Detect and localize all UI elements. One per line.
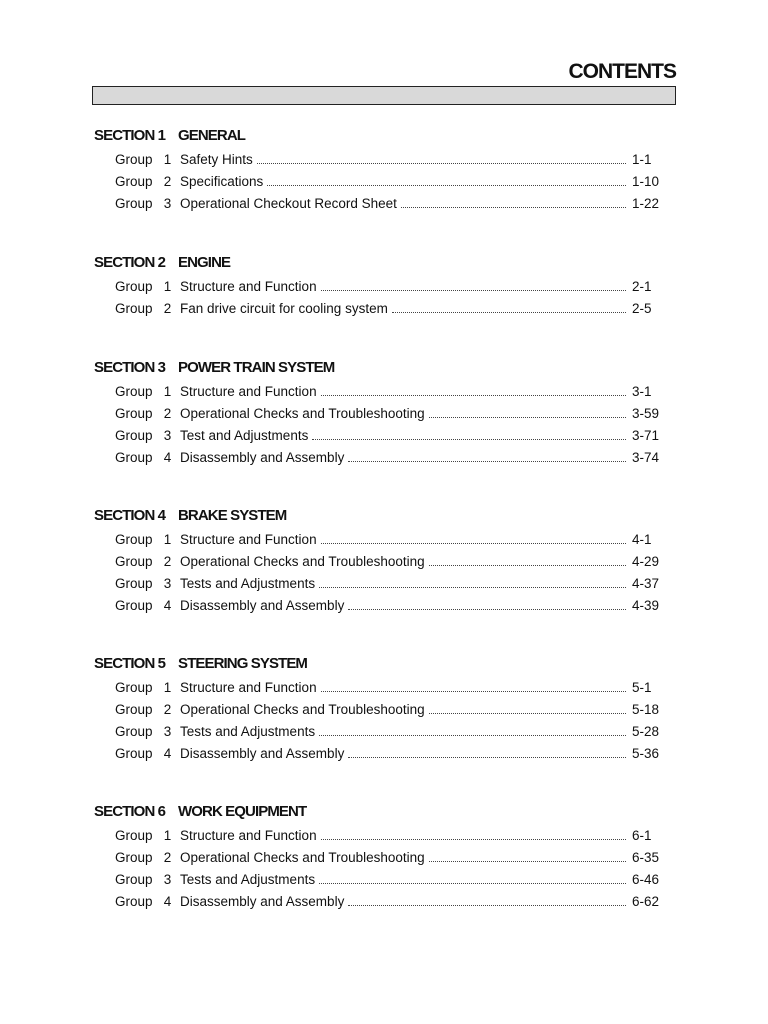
section-heading[interactable]	[94, 804, 670, 828]
dot-leader	[312, 438, 626, 440]
section-name: POWER TRAIN SYSTEM	[178, 359, 335, 376]
toc-entry[interactable]	[94, 301, 670, 323]
section-label: SECTION 3	[94, 359, 166, 376]
dot-leader	[319, 734, 626, 736]
group-word: Group	[115, 450, 153, 465]
entry-page: 6-1	[632, 828, 652, 843]
entry-title: Disassembly and Assembly	[180, 894, 345, 909]
group-word: Group	[115, 196, 153, 211]
group-word: Group	[115, 279, 153, 294]
entry-page: 5-1	[632, 680, 652, 695]
entry-page: 3-59	[632, 406, 660, 421]
toc-section-2	[94, 255, 670, 323]
dot-leader	[321, 690, 626, 692]
dot-leader	[429, 860, 626, 862]
group-word: Group	[115, 872, 153, 887]
group-number: 3	[163, 872, 172, 887]
section-heading[interactable]	[94, 360, 670, 384]
group-word: Group	[115, 152, 153, 167]
group-word: Group	[115, 301, 153, 316]
entry-title: Tests and Adjustments	[180, 724, 316, 739]
dot-leader	[348, 904, 626, 906]
entry-title: Operational Checks and Troubleshooting	[180, 554, 425, 569]
group-number: 2	[163, 554, 172, 569]
toc-entry[interactable]	[94, 554, 670, 576]
page-title: CONTENTS	[568, 60, 676, 83]
group-word: Group	[115, 850, 153, 865]
toc-entry[interactable]	[94, 152, 670, 174]
group-word: Group	[115, 680, 153, 695]
dot-leader	[319, 882, 626, 884]
entry-page: 1-10	[632, 174, 660, 189]
section-heading[interactable]	[94, 128, 670, 152]
toc-section-4	[94, 508, 670, 620]
entry-title: Structure and Function	[180, 279, 317, 294]
dot-leader	[319, 586, 626, 588]
group-word: Group	[115, 384, 153, 399]
entry-title: Disassembly and Assembly	[180, 598, 345, 613]
group-number: 3	[163, 196, 172, 211]
toc-entry[interactable]	[94, 450, 670, 472]
dot-leader	[321, 838, 626, 840]
group-number: 1	[163, 279, 172, 294]
entry-title: Operational Checkout Record Sheet	[180, 196, 397, 211]
toc-entry[interactable]	[94, 428, 670, 450]
group-word: Group	[115, 532, 153, 547]
dot-leader	[267, 184, 626, 186]
group-number: 2	[163, 850, 172, 865]
dot-leader	[429, 416, 626, 418]
entry-title: Tests and Adjustments	[180, 576, 316, 591]
section-label: SECTION 6	[94, 803, 166, 820]
section-heading[interactable]	[94, 255, 670, 279]
group-word: Group	[115, 406, 153, 421]
dot-leader	[392, 311, 626, 313]
group-word: Group	[115, 724, 153, 739]
dot-leader	[321, 289, 626, 291]
toc-entry[interactable]	[94, 872, 670, 894]
section-label: SECTION 1	[94, 127, 166, 144]
dot-leader	[257, 162, 626, 164]
entry-title: Operational Checks and Troubleshooting	[180, 850, 425, 865]
section-name: GENERAL	[178, 127, 246, 144]
toc-entry[interactable]	[94, 598, 670, 620]
toc-entry[interactable]	[94, 406, 670, 428]
entry-page: 3-74	[632, 450, 660, 465]
group-word: Group	[115, 746, 153, 761]
toc-entry[interactable]	[94, 532, 670, 554]
dot-leader	[348, 608, 626, 610]
group-word: Group	[115, 598, 153, 613]
dot-leader	[401, 206, 626, 208]
section-heading[interactable]	[94, 656, 670, 680]
toc-section-1	[94, 128, 670, 218]
toc-entry[interactable]	[94, 384, 670, 406]
toc-entry[interactable]	[94, 850, 670, 872]
group-number: 1	[163, 532, 172, 547]
group-number: 2	[163, 174, 172, 189]
group-number: 4	[163, 746, 172, 761]
section-name: ENGINE	[178, 254, 231, 271]
group-word: Group	[115, 554, 153, 569]
group-number: 2	[163, 301, 172, 316]
group-word: Group	[115, 576, 153, 591]
toc-entry[interactable]	[94, 724, 670, 746]
entry-page: 6-35	[632, 850, 660, 865]
entry-page: 3-71	[632, 428, 660, 443]
group-word: Group	[115, 894, 153, 909]
group-word: Group	[115, 702, 153, 717]
entry-title: Specifications	[180, 174, 264, 189]
section-heading[interactable]	[94, 508, 670, 532]
toc-section-5	[94, 656, 670, 768]
entry-title: Fan drive circuit for cooling system	[180, 301, 388, 316]
group-number: 4	[163, 450, 172, 465]
entry-page: 4-37	[632, 576, 660, 591]
entry-page: 6-46	[632, 872, 660, 887]
section-name: BRAKE SYSTEM	[178, 507, 287, 524]
group-number: 1	[163, 152, 172, 167]
toc-entry[interactable]	[94, 279, 670, 301]
section-name: WORK EQUIPMENT	[178, 803, 307, 820]
toc-entry[interactable]	[94, 894, 670, 916]
section-label: SECTION 5	[94, 655, 166, 672]
toc-entry[interactable]	[94, 746, 670, 768]
dot-leader	[429, 564, 626, 566]
section-label: SECTION 2	[94, 254, 166, 271]
toc-entry[interactable]	[94, 174, 670, 196]
entry-page: 1-1	[632, 152, 652, 167]
toc-section-3	[94, 360, 670, 472]
toc-entry[interactable]	[94, 828, 670, 850]
group-number: 2	[163, 406, 172, 421]
entry-page: 5-18	[632, 702, 660, 717]
section-name: STEERING SYSTEM	[178, 655, 308, 672]
toc-entry[interactable]	[94, 576, 670, 598]
group-number: 2	[163, 702, 172, 717]
group-number: 4	[163, 598, 172, 613]
group-number: 1	[163, 828, 172, 843]
entry-title: Operational Checks and Troubleshooting	[180, 406, 425, 421]
entry-title: Test and Adjustments	[180, 428, 309, 443]
entry-title: Operational Checks and Troubleshooting	[180, 702, 425, 717]
dot-leader	[321, 542, 626, 544]
dot-leader	[348, 460, 626, 462]
dot-leader	[321, 394, 626, 396]
group-number: 3	[163, 576, 172, 591]
entry-page: 4-29	[632, 554, 660, 569]
toc-entry[interactable]	[94, 680, 670, 702]
entry-page: 5-36	[632, 746, 660, 761]
entry-page: 4-39	[632, 598, 660, 613]
entry-title: Structure and Function	[180, 384, 317, 399]
entry-title: Structure and Function	[180, 680, 317, 695]
entry-page: 1-22	[632, 196, 660, 211]
group-word: Group	[115, 428, 153, 443]
entry-title: Safety Hints	[180, 152, 253, 167]
toc-section-6	[94, 804, 670, 916]
entry-page: 6-62	[632, 894, 660, 909]
group-word: Group	[115, 828, 153, 843]
dot-leader	[348, 756, 626, 758]
group-word: Group	[115, 174, 153, 189]
group-number: 1	[163, 680, 172, 695]
title-underline-bar	[92, 86, 676, 105]
dot-leader	[429, 712, 626, 714]
group-number: 3	[163, 428, 172, 443]
entry-title: Structure and Function	[180, 532, 317, 547]
entry-title: Disassembly and Assembly	[180, 746, 345, 761]
entry-page: 4-1	[632, 532, 652, 547]
group-number: 3	[163, 724, 172, 739]
group-number: 1	[163, 384, 172, 399]
entry-page: 2-5	[632, 301, 652, 316]
entry-title: Structure and Function	[180, 828, 317, 843]
entry-page: 2-1	[632, 279, 652, 294]
toc-entry[interactable]	[94, 196, 670, 218]
entry-page: 5-28	[632, 724, 660, 739]
section-label: SECTION 4	[94, 507, 166, 524]
group-number: 4	[163, 894, 172, 909]
entry-title: Disassembly and Assembly	[180, 450, 345, 465]
toc-entry[interactable]	[94, 702, 670, 724]
entry-title: Tests and Adjustments	[180, 872, 316, 887]
entry-page: 3-1	[632, 384, 652, 399]
